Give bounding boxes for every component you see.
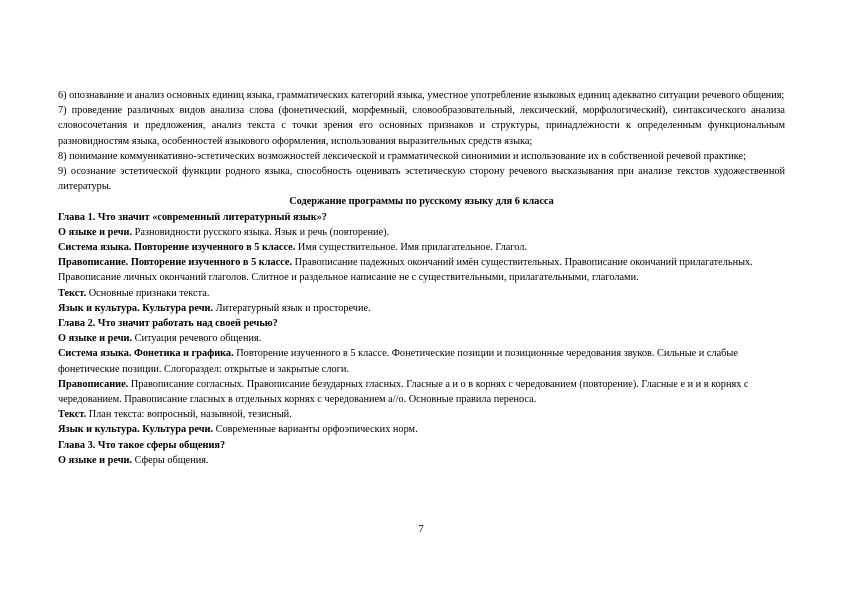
section-line: Язык и культура. Культура речи. Литературный язык и просторечие. <box>58 302 371 314</box>
chapter-3-title: Глава 3. Что такое сферы общения? <box>58 439 226 451</box>
section-line: О языке и речи. Разновидности русского языка. Язык и речь (повторение). <box>58 226 390 238</box>
section-line: Язык и культура. Культура речи. Современные варианты орфоэпических норм. <box>58 424 418 436</box>
section-line: Текст. План текста: вопросный, назывной, тезисный. <box>58 409 292 421</box>
section-line: Система языка. Повторение изученного в 5 классе. Имя существительное. Имя прилагательное. Глагол. <box>58 242 527 254</box>
section-line: Система языка. Фонетика и графика. Повторение изученного в 5 классе. Фонетические позиции и позиционные чередования звуков. Сильные и слабые фонетические позиции. Слогораздел: открытые и закрытые слоги. <box>58 348 738 375</box>
section-line: Правописание. Правописание согласных. Правописание безударных гласных. Гласные а и о в корнях с чередованием (повторение). Гласные е и и в корнях с чередованием. Правописание гласных в отдельных корнях с чередованием а//о. Основные правила переноса. <box>58 378 749 406</box>
program-content-heading: Содержание программы по русскому языку для 6 класса <box>289 196 554 208</box>
page-number: 7 <box>418 523 424 535</box>
section-line: Текст. Основные признаки текста. <box>58 287 210 299</box>
intro-paragraph-6: 6) опознавание и анализ основных единиц языка, грамматических категорий языка, уместное употребление языковых единиц адекватно ситуации речевого общения; <box>58 90 785 101</box>
section-line: Правописание. Повторение изученного в 5 классе. Правописание падежных окончаний имён существительных. Правописание окончаний прилагательных. Правописание личных окончаний глаголов. Слитное и раздельное написание не с существительными, прилагательными, глаголами. <box>58 257 753 284</box>
chapter-1-title: Глава 1. Что значит «современный литературный язык»? <box>58 211 327 223</box>
intro-paragraph-9: 9) осознание эстетической функции родного языка, способность оценивать эстетическую сторону речевого высказывания при анализе текстов художественной литературы. <box>58 166 785 193</box>
chapter-2-title: Глава 2. Что значит работать над своей речью? <box>58 318 278 330</box>
section-line: О языке и речи. Сферы общения. <box>58 454 209 466</box>
intro-paragraph-7: 7) проведение различных видов анализа слова (фонетический, морфемный, словообразовательный, лексический, морфологический), синтаксического анализа словосочетания и предложения, анализ текста с точки зрения его основных признаков и структуры, принадлежности к определенным функциональным разновидностям языка, особенностей языкового оформления, использования выразительных средств языка; <box>58 105 785 147</box>
intro-paragraph-8: 8) понимание коммуникативно-эстетических возможностей лексической и грамматической синонимии и использование их в собственной речевой практике; <box>58 150 746 162</box>
page-content <box>58 88 785 468</box>
section-line: О языке и речи. Ситуация речевого общения. <box>58 333 262 345</box>
